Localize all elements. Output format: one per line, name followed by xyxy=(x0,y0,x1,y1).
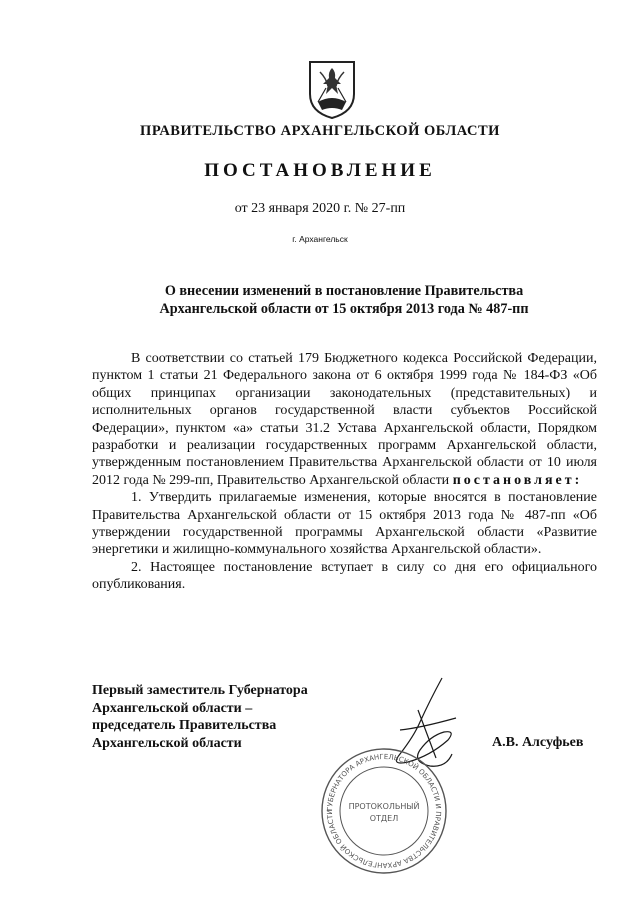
signer-position-line-1: Первый заместитель Губернатора xyxy=(92,683,308,698)
subject-line-2: Архангельской области от 15 октября 2013 года № 487-пп xyxy=(159,301,529,317)
resolves-word: постановляет: xyxy=(452,472,583,488)
preamble-paragraph xyxy=(92,350,597,489)
signer-position xyxy=(92,682,392,752)
official-stamp xyxy=(318,745,450,877)
preamble-text: В соответствии со статьей 179 Бюджетного кодекса Российской Федерации, пунктом 1 статьи 21 Федерального закона от 6 октября 1999 года № 184-ФЗ «Об общих принципах организации законодательных (представительных) и исполнительных органов государственной власти субъектов Российской Федерации», пунктом «а» статьи 31.2 Устава Архангельской области, Порядком разработки и реализации государственных программ Архангельской области, утвержденным постановлением Правительства Архангельской области от 10 июля 2012 года № 299-пп, Правительство Архангельской области xyxy=(92,351,597,488)
document-city: г. Архангельск xyxy=(292,234,348,244)
item-1-paragraph: 1. Утвердить прилагаемые изменения, которые вносятся в постановление Правительства Архангельской области от 15 октября 2013 года № 487-пп «Об утверждении государственной программы Архангельской области «Развитие энергетики и жилищно-коммунального хозяйства Архангельской области». xyxy=(92,490,597,558)
signer-position-line-2: Архангельской области – xyxy=(92,700,253,716)
stamp-ring-text: ГУБЕРНАТОРА АРХАНГЕЛЬСКОЙ ОБЛАСТИ И ПРАВИТЕЛЬСТВА АРХАНГЕЛЬСКОЙ ОБЛАСТИ xyxy=(325,752,443,870)
stamp-center-line-2: ОТДЕЛ xyxy=(369,814,399,823)
arkhangelsk-coat-of-arms-icon xyxy=(306,58,358,120)
signer-name: А.В. Алсуфьев xyxy=(492,735,584,750)
signer-position-line-4: Архангельской области xyxy=(92,735,242,751)
subject-line-1: О внесении изменений в постановление Правительства xyxy=(164,283,524,299)
document-type: ПОСТАНОВЛЕНИЕ xyxy=(204,160,436,181)
document-body xyxy=(92,350,597,594)
government-title: ПРАВИТЕЛЬСТВО АРХАНГЕЛЬСКОЙ ОБЛАСТИ xyxy=(140,123,500,139)
document-subject xyxy=(90,282,598,318)
signer-position-line-3: председатель Правительства xyxy=(92,718,277,733)
document-date-number: от 23 января 2020 г. № 27-пп xyxy=(234,201,406,216)
stamp-center-line-1: ПРОТОКОЛЬНЫЙ xyxy=(348,802,420,811)
item-2-paragraph: 2. Настоящее постановление вступает в силу со дня его официального опубликования. xyxy=(92,559,597,593)
